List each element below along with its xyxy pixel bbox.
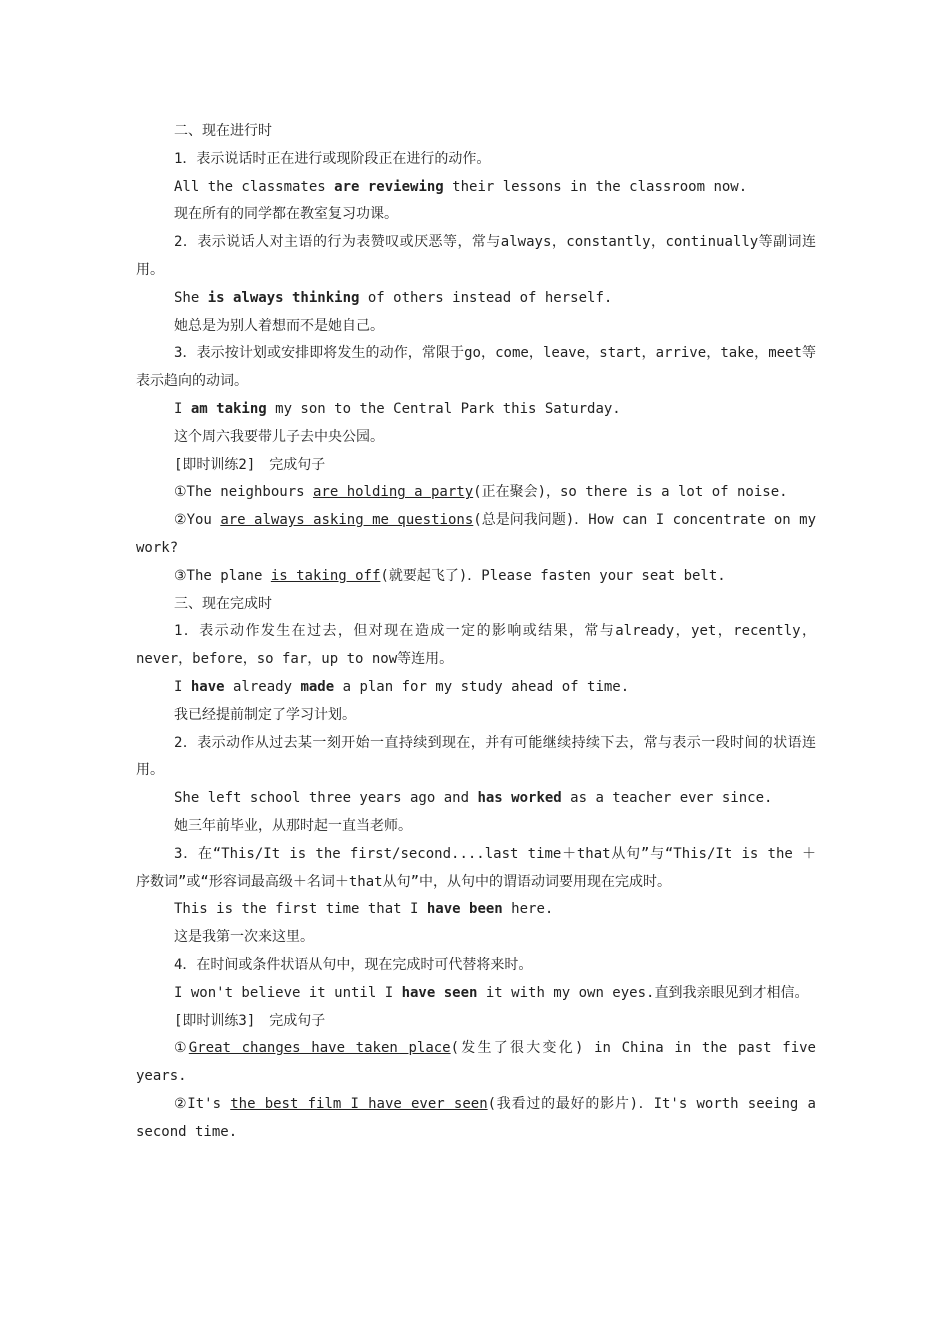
drill-question: ①The neighbours are holding a party(正在聚会)，so there is a lot of noise. — [174, 484, 788, 501]
rule-3: 3．表示按计划或安排即将发生的动作，常限于go，come，leave，start，arrive，take，meet等表示趋向的动词。 — [136, 345, 816, 390]
example-sentence: She left school three years ago and has worked as a teacher ever since. — [174, 790, 773, 807]
example-sentence: I am taking my son to the Central Park this Saturday. — [174, 400, 621, 417]
example-sentence: I have already made a plan for my study ahead of time. — [174, 678, 630, 695]
section-heading-present-continuous: 二、现在进行时 — [174, 123, 272, 139]
drill-question: ③The plane is taking off(就要起飞了)．Please fasten your seat belt. — [174, 567, 726, 584]
rule-2: 2．表示动作从过去某一刻开始一直持续到现在，并有可能继续持续下去，常与表示一段时间的状语连用。 — [136, 734, 816, 779]
drill-question: ①Great changes have taken place(发生了很大变化) in China in the past five years. — [136, 1040, 816, 1085]
drill-title: [即时训练2] 完成句子 — [174, 456, 326, 473]
example-sentence: All the classmates are reviewing their lessons in the classroom now. — [174, 178, 748, 195]
example-translation: 现在所有的同学都在教室复习功课。 — [174, 206, 398, 223]
drill-question: ②It's the best film I have ever seen(我看过的最好的影片)．It's worth seeing a second time. — [136, 1095, 816, 1140]
rule-3: 3．在“This/It is the first/second....last time＋that从句”与“This/It is the ＋序数词”或“形容词最高级＋名词＋that从句”中，从句中的谓语动词要用现在完成时。 — [136, 845, 816, 890]
rule-1: 1．表示动作发生在过去，但对现在造成一定的影响或结果，常与already，yet，recently，never，before，so far，up to now等连用。 — [136, 623, 816, 668]
example-sentence: This is the first time that I have been here. — [174, 901, 554, 918]
rule-2: 2．表示说话人对主语的行为表赞叹或厌恶等，常与always，constantly，continually等副词连用。 — [136, 234, 816, 278]
rule-4: 4．在时间或条件状语从句中，现在完成时可代替将来时。 — [174, 956, 533, 973]
example-sentence: She is always thinking of others instead of herself. — [174, 289, 613, 306]
example-translation: 她三年前毕业，从那时起一直当老师。 — [174, 817, 412, 834]
example-translation: 她总是为别人着想而不是她自己。 — [174, 317, 384, 334]
example-translation: 我已经提前制定了学习计划。 — [174, 706, 356, 723]
document-page — [136, 118, 816, 1146]
rule-1: 1．表示说话时正在进行或现阶段正在进行的动作。 — [174, 150, 491, 167]
section-heading-present-perfect: 三、现在完成时 — [174, 595, 272, 612]
drill-title: [即时训练3] 完成句子 — [174, 1012, 326, 1029]
example-translation: 这个周六我要带儿子去中央公园。 — [174, 428, 384, 445]
drill-question: ②You are always asking me questions(总是问我问题)．How can I concentrate on my work? — [136, 512, 816, 556]
example-translation: 这是我第一次来这里。 — [174, 929, 314, 946]
example-sentence: I won't believe it until I have seen it with my own eyes.直到我亲眼见到才相信。 — [174, 984, 809, 1001]
